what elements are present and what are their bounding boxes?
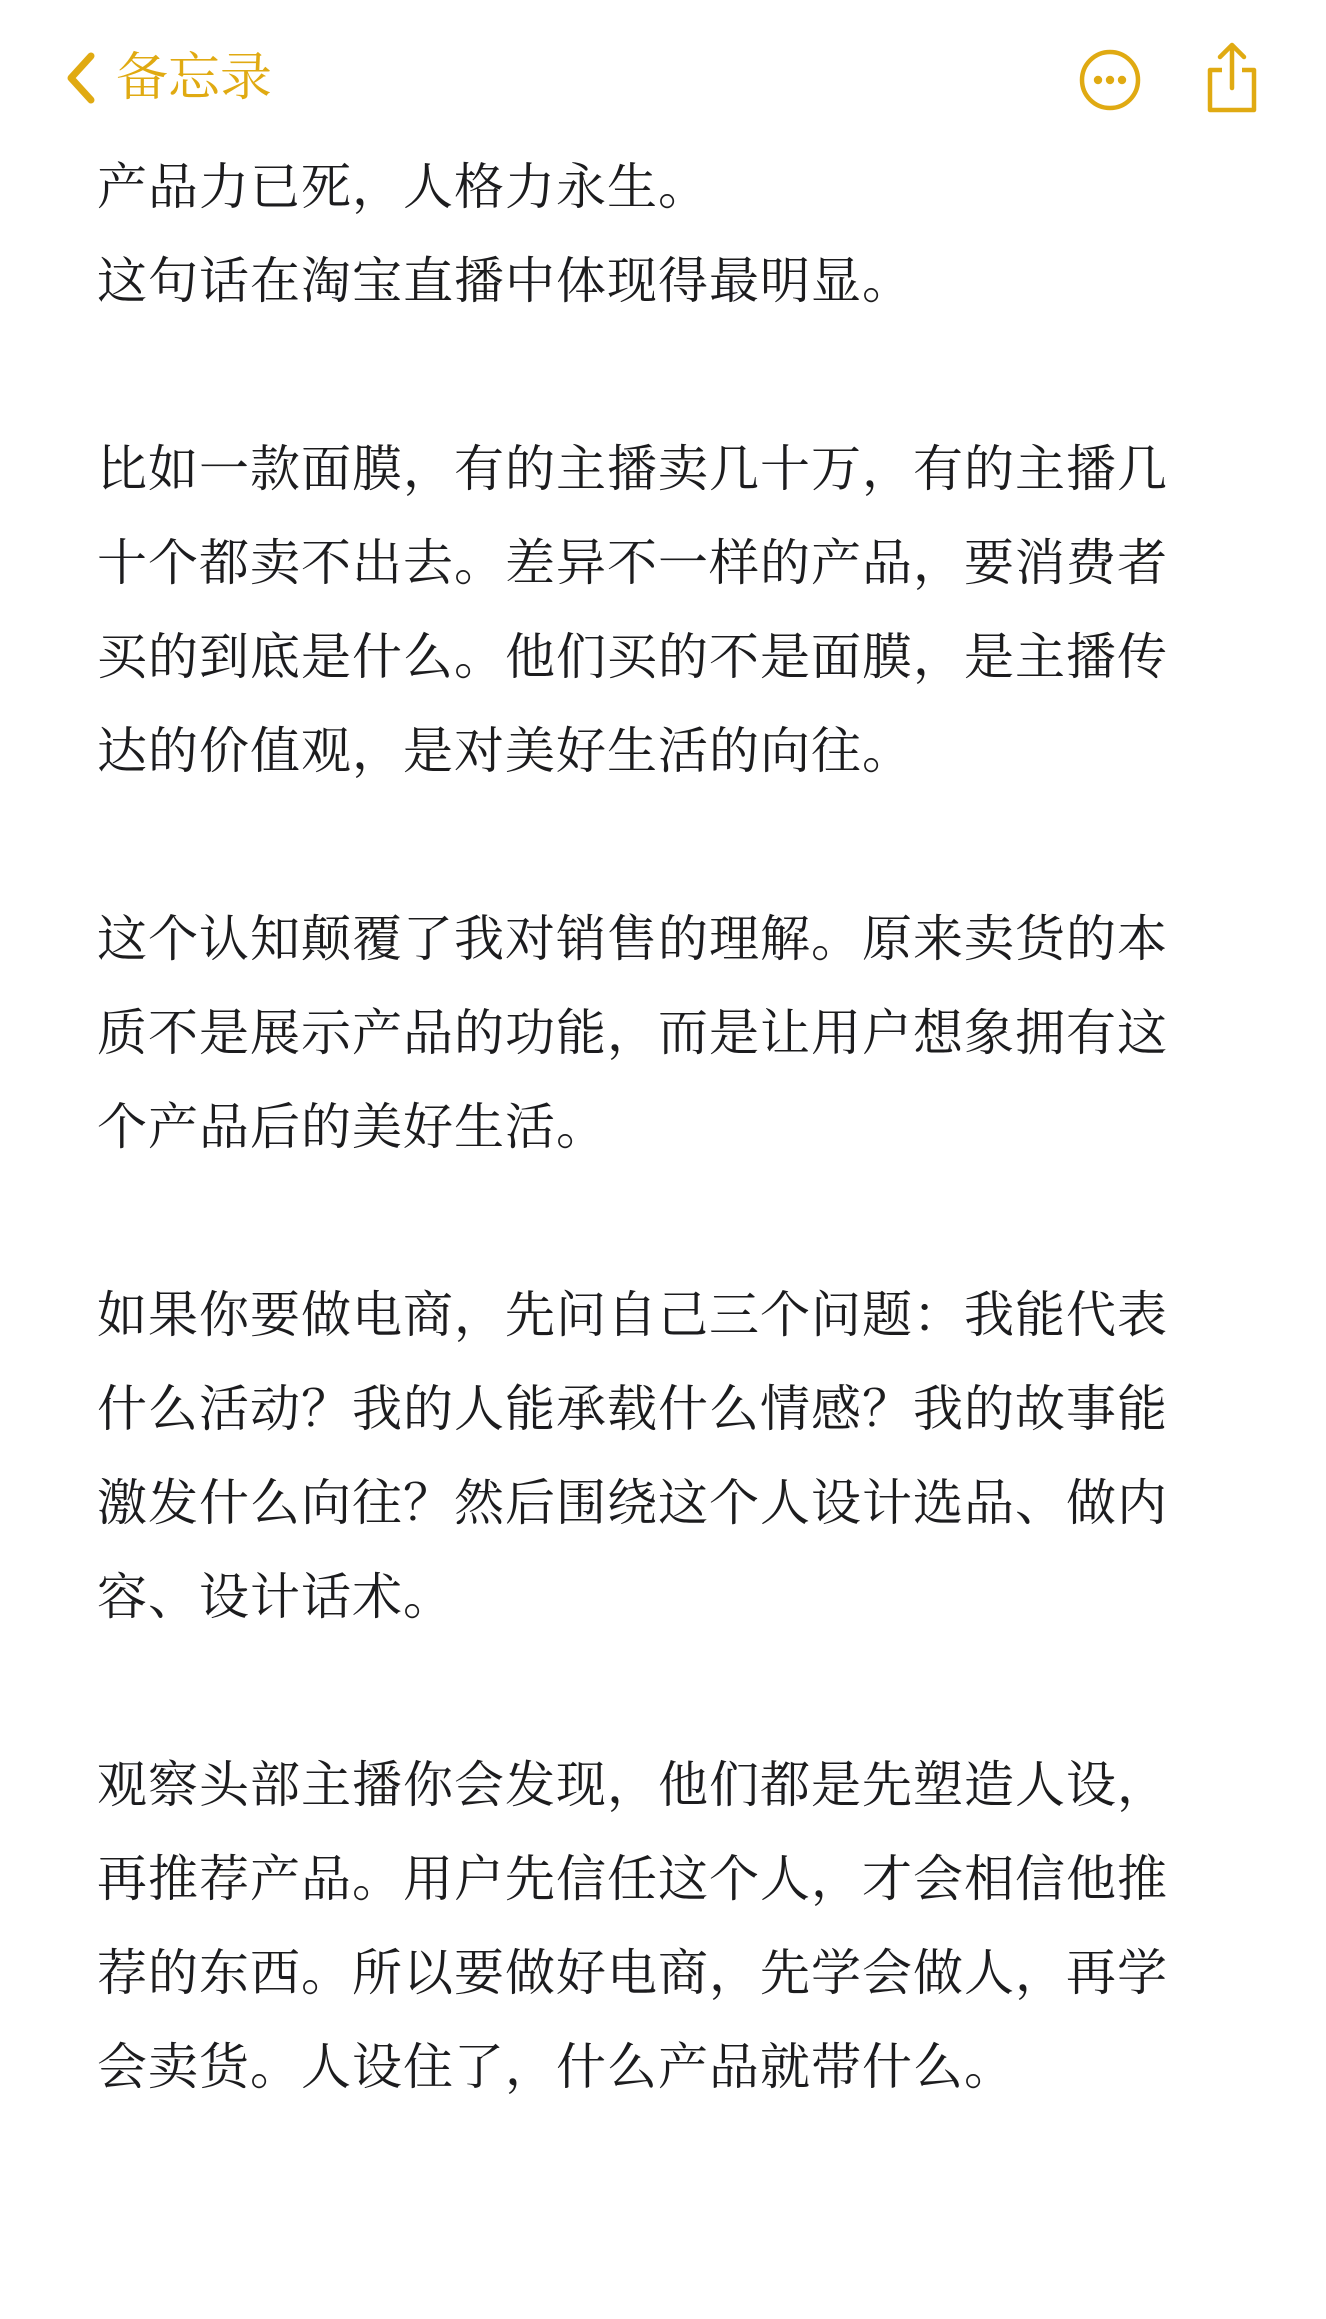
more-options-button[interactable] (1078, 48, 1142, 112)
ellipsis-circle-icon (1078, 48, 1142, 112)
note-line: 激发什么向往？然后围绕这个人设计选品、做内 (97, 1474, 1168, 1532)
chevron-left-icon (66, 52, 96, 104)
note-line: 荐的东西。所以要做好电商，先学会做人，再学 (97, 1944, 1168, 2002)
note-line: 这句话在淘宝直播中体现得最明显。 (97, 252, 913, 310)
note-line: 会卖货。人设住了，什么产品就带什么。 (97, 2038, 1015, 2096)
back-button[interactable] (66, 42, 272, 114)
note-line: 十个都卖不出去。差异不一样的产品，要消费者 (97, 534, 1168, 592)
note-line: 达的价值观，是对美好生活的向往。 (97, 722, 913, 780)
share-button[interactable] (1204, 40, 1260, 116)
note-line: 如果你要做电商，先问自己三个问题：我能代表 (97, 1286, 1168, 1344)
back-button-label: 备忘录 (116, 48, 273, 108)
note-line: 比如一款面膜，有的主播卖几十万，有的主播几 (97, 440, 1168, 498)
note-paragraph (97, 892, 1237, 1174)
share-icon (1204, 40, 1260, 116)
note-line: 观察头部主播你会发现，他们都是先塑造人设， (97, 1756, 1168, 1814)
note-paragraph (97, 140, 1237, 328)
note-line: 个产品后的美好生活。 (97, 1098, 607, 1156)
note-paragraph (97, 1738, 1237, 2114)
note-paragraph (97, 1268, 1237, 1644)
note-line: 产品力已死，人格力永生。 (97, 158, 709, 216)
note-line: 再推荐产品。用户先信任这个人，才会相信他推 (97, 1850, 1168, 1908)
note-line: 买的到底是什么。他们买的不是面膜，是主播传 (97, 628, 1168, 686)
note-line: 质不是展示产品的功能，而是让用户想象拥有这 (97, 1004, 1168, 1062)
note-line: 这个认知颠覆了我对销售的理解。原来卖货的本 (97, 910, 1168, 968)
note-paragraph (97, 422, 1237, 798)
note-body[interactable] (97, 140, 1237, 2208)
note-line: 容、设计话术。 (97, 1568, 454, 1626)
navigation-bar (0, 0, 1326, 150)
note-line: 什么活动？我的人能承载什么情感？我的故事能 (97, 1380, 1168, 1438)
